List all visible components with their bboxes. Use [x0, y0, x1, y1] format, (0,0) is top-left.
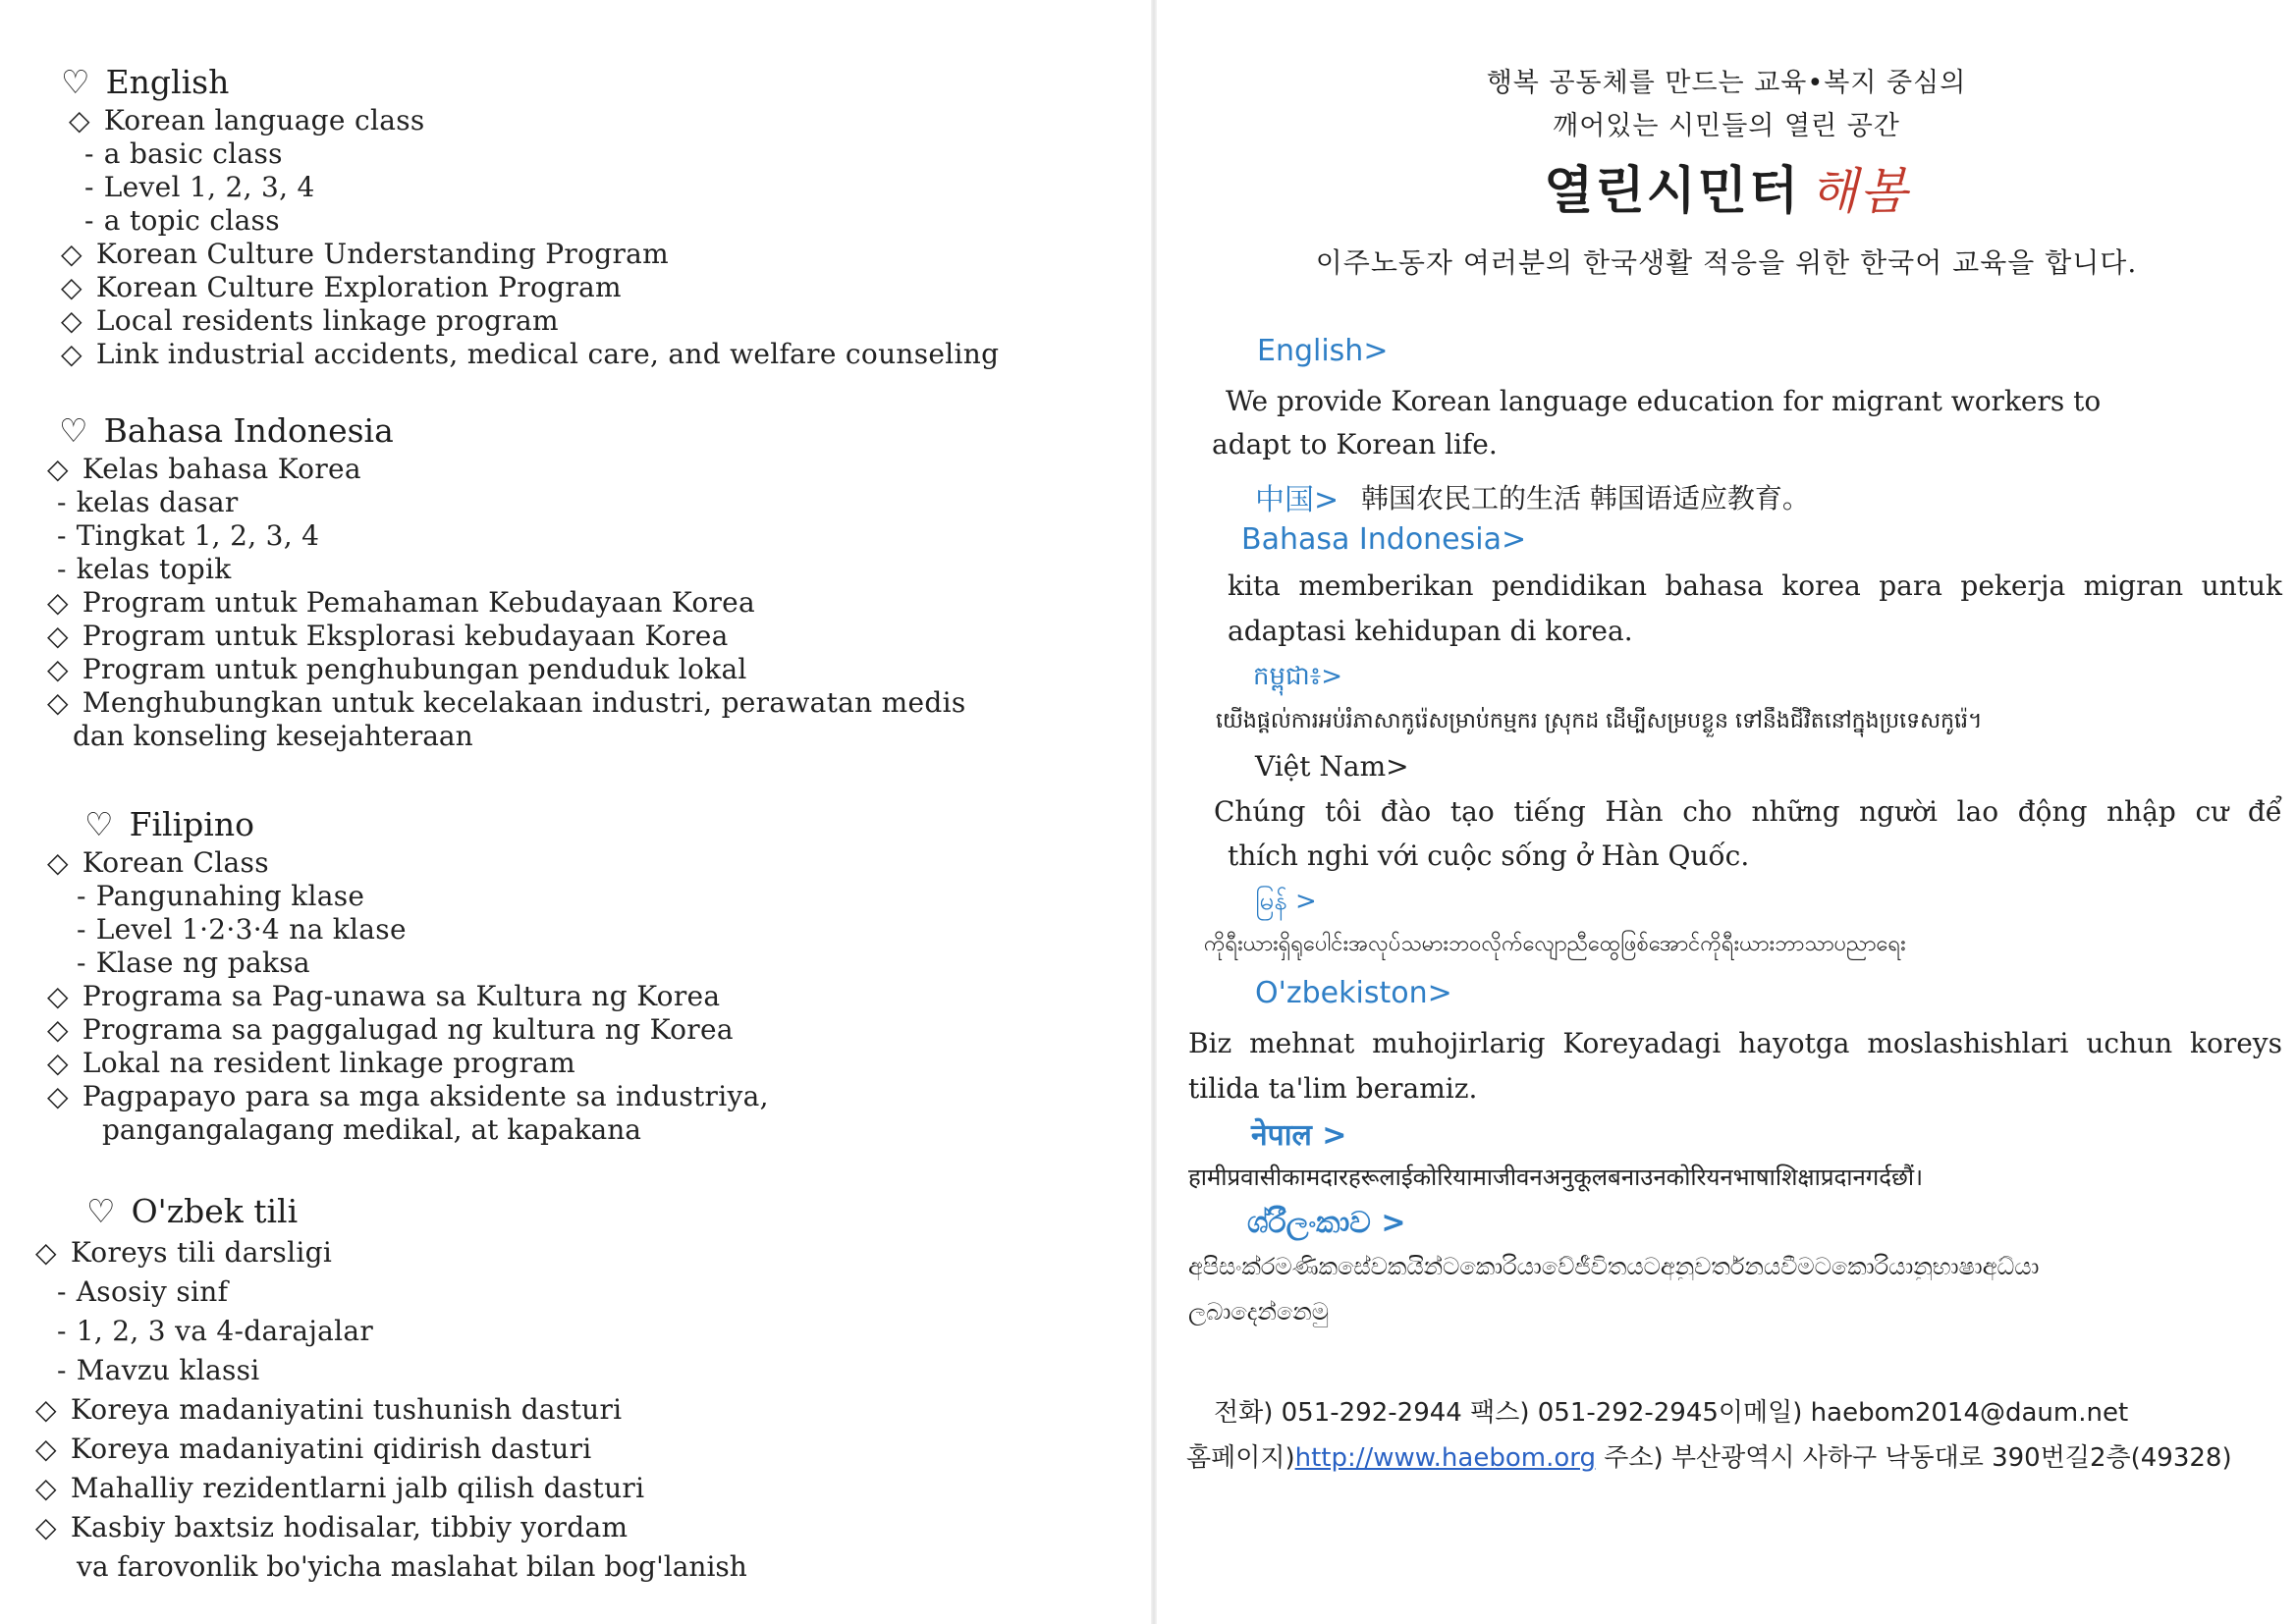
vietnamese-text-line-1: Chúng tôi đào tạo tiếng Hàn cho những người lao động nhập cư để: [1214, 795, 2282, 828]
sub-list-item: - 1, 2, 3 va 4-darajalar: [57, 1312, 747, 1351]
list-item: ◇ Program untuk Eksplorasi kebudayaan Korea: [47, 620, 729, 652]
heart-icon: ♡: [86, 1192, 116, 1230]
section-heading: ♡ Bahasa Indonesia: [59, 409, 966, 453]
diamond-bullet-icon: ◇: [47, 653, 69, 685]
section-english: [61, 61, 999, 371]
tagline: 이주노동자 여러분의 한국생활 적응을 위한 한국어 교육을 합니다.: [1315, 246, 2138, 279]
section-filipino: [47, 803, 769, 1147]
list-item: ◇ Korean Culture Exploration Program: [61, 271, 622, 303]
contact-line: 전화) 051-292-2944 팩스) 051-292-2945이메일) haebom2014@daum.net: [1214, 1398, 2129, 1428]
heart-icon: ♡: [61, 63, 90, 101]
language-label-uzbek: O'zbekiston>: [1255, 976, 1452, 1010]
dash-bullet: -: [57, 1275, 67, 1308]
sub-list-item: - Pangunahing klase: [77, 880, 365, 912]
sub-list-item: - Tingkat 1, 2, 3, 4: [57, 519, 320, 552]
indonesian-text-line-1: kita memberikan pendidikan bahasa korea para pekerja migran untuk: [1228, 569, 2282, 602]
list-item: ◇ Mahalliy rezidentlarni jalb qilish dasturi: [35, 1469, 747, 1508]
language-label-sinhala: ශ්රීලංකාව >: [1247, 1206, 1406, 1240]
list-item: ◇ Programa sa paggalugad ng kultura ng Korea: [47, 1013, 734, 1046]
section-heading: ♡ O'zbek tili: [86, 1190, 747, 1233]
diamond-bullet-icon: ◇: [35, 1472, 57, 1504]
chinese-text: 韩国农民工的生活 韩国语适应教育。: [1361, 482, 1810, 514]
dash-bullet: -: [77, 947, 86, 979]
list-item: ◇ Korean language class: [69, 104, 425, 136]
english-text-line-2: adapt to Korean life.: [1212, 428, 1498, 460]
diamond-bullet-icon: ◇: [35, 1433, 57, 1465]
section-heading: ♡ English: [61, 61, 999, 104]
list-item-continuation: dan konseling kesejahteraan: [73, 720, 473, 752]
dash-bullet: -: [57, 1315, 67, 1347]
diamond-bullet-icon: ◇: [47, 620, 69, 652]
dash-bullet: -: [57, 553, 67, 585]
sub-list-item: - kelas topik: [57, 553, 232, 585]
sub-list-item: - Level 1·2·3·4 na klase: [77, 913, 407, 946]
diamond-bullet-icon: ◇: [35, 1511, 57, 1543]
nepali-text: हामीप्रवासीकामदारहरूलाईकोरियामाजीवनअनुकूलबनाउनकोरियनभाषाशिक्षाप्रदानगर्दछौं।: [1188, 1164, 1924, 1191]
heart-icon: ♡: [59, 411, 88, 450]
list-item: ◇ Koreya madaniyatini qidirish dasturi: [35, 1430, 747, 1469]
list-item-continuation: va farovonlik bo'yicha maslahat bilan bog'lanish: [77, 1550, 747, 1583]
myanmar-text: ကိုရီးယားရှိရုပေါင်းအလုပ်သမားဘဝလိုက်လျောညီထွေဖြစ်အောင်ကိုရီးယားဘာသာပညာရေး: [1204, 932, 1906, 956]
sinhala-text-line-2: ලබාදෙන්නෙමු: [1188, 1298, 1329, 1326]
language-label-chinese: 中国>: [1255, 483, 1339, 517]
sub-list-item: - Mavzu klassi: [57, 1351, 747, 1390]
list-item: ◇ Kasbiy baxtsiz hodisalar, tibbiy yordam: [35, 1508, 747, 1547]
sub-list-item: - kelas dasar: [57, 486, 239, 518]
dash-bullet: -: [57, 486, 67, 518]
list-item: ◇ Program untuk Pemahaman Kebudayaan Korea: [47, 586, 756, 619]
diamond-bullet-icon: ◇: [47, 1047, 69, 1079]
dash-bullet: -: [84, 171, 94, 203]
dash-bullet: -: [57, 519, 67, 552]
dash-bullet: -: [77, 913, 86, 946]
list-item: ◇ Lokal na resident linkage program: [47, 1047, 576, 1079]
section-heading: ♡ Filipino: [84, 803, 769, 846]
list-item: ◇ Kelas bahasa Korea: [47, 453, 361, 485]
dash-bullet: -: [84, 204, 94, 237]
list-item: ◇ Koreys tili darsligi: [35, 1233, 747, 1272]
language-label-nepali: नेपाल >: [1251, 1118, 1347, 1153]
vietnamese-text-line-2: thích nghi với cuộc sống ở Hàn Quốc.: [1228, 839, 1750, 872]
diamond-bullet-icon: ◇: [35, 1393, 57, 1426]
dash-bullet: -: [84, 137, 94, 170]
sub-list-item: - a topic class: [84, 204, 280, 237]
indonesian-text-line-2: adaptasi kehidupan di korea.: [1228, 615, 1633, 647]
sub-list-item: - Klase ng paksa: [77, 947, 310, 979]
list-item-continuation: pangangalagang medikal, at kapakana: [102, 1113, 641, 1146]
section-uzbek: [35, 1190, 747, 1587]
dash-bullet: -: [57, 1354, 67, 1386]
uzbek-text-line-1: Biz mehnat muhojirlarig Koreyadagi hayotga moslashishlari uchun koreys: [1188, 1027, 2282, 1059]
homepage-label: 홈페이지): [1186, 1443, 1295, 1473]
list-item: ◇ Korean Class: [47, 846, 269, 879]
list-item: ◇ Programa sa Pag-unawa sa Kultura ng Korea: [47, 980, 721, 1012]
sub-list-item: - Asosiy sinf: [57, 1272, 747, 1312]
sub-list-item: - a basic class: [84, 137, 283, 170]
language-label-khmer: កម្ពុជា៖>: [1253, 662, 1342, 691]
english-text-line-1: We provide Korean language education for migrant workers to: [1226, 385, 2102, 417]
list-item: ◇ Link industrial accidents, medical care, and welfare counseling: [61, 338, 1000, 370]
list-item: ◇ Local residents linkage program: [61, 304, 559, 337]
diamond-bullet-icon: ◇: [47, 1080, 69, 1112]
brand-name: 열린시민터: [1544, 162, 1801, 221]
sub-list-item: - Level 1, 2, 3, 4: [84, 171, 315, 203]
uzbek-text-line-2: tilida ta'lim beramiz.: [1188, 1072, 1478, 1105]
brand-title: [1157, 149, 2296, 223]
right-panel: [1157, 0, 2296, 1624]
diamond-bullet-icon: ◇: [47, 980, 69, 1012]
khmer-text: យើងផ្តល់ការអប់រំភាសាកូរ៉េសម្រាប់កម្មករ ស្រុកដ ដើម្បីសម្របខ្លួន ទៅនឹងជីវិតនៅក្នុងប្រទេសកូរ៉េ។: [1216, 709, 1983, 733]
list-item: ◇ Pagpapayo para sa mga aksidente sa industriya,: [47, 1080, 769, 1112]
diamond-bullet-icon: ◇: [47, 846, 69, 879]
diamond-bullet-icon: ◇: [47, 1013, 69, 1046]
diamond-bullet-icon: ◇: [47, 686, 69, 719]
diamond-bullet-icon: ◇: [47, 453, 69, 485]
list-item: ◇ Program untuk penghubungan penduduk lokal: [47, 653, 747, 685]
diamond-bullet-icon: ◇: [61, 338, 82, 370]
language-label-english: English>: [1257, 334, 1389, 368]
list-item: ◇ Koreya madaniyatini tushunish dasturi: [35, 1390, 747, 1430]
diamond-bullet-icon: ◇: [61, 304, 82, 337]
diamond-bullet-icon: ◇: [61, 238, 82, 270]
diamond-bullet-icon: ◇: [61, 271, 82, 303]
brand-script-logo: 해봄: [1810, 163, 1909, 220]
diamond-bullet-icon: ◇: [69, 104, 90, 136]
slogan-line-2: 깨어있는 시민들의 열린 공간: [1553, 111, 1900, 141]
address-line: [1186, 1437, 2232, 1474]
homepage-link[interactable]: http://www.haebom.org: [1294, 1443, 1596, 1473]
list-item: ◇ Menghubungkan untuk kecelakaan industri, perawatan medis: [47, 686, 966, 719]
address-text: 주소) 부산광역시 사하구 낙동대로 390번길2층(49328): [1596, 1443, 2232, 1473]
language-label-myanmar: မြန် >: [1255, 887, 1317, 916]
language-label-vietnamese: Việt Nam>: [1255, 750, 1409, 783]
dash-bullet: -: [77, 880, 86, 912]
language-label-indonesian: Bahasa Indonesia>: [1241, 522, 1527, 557]
slogan-line-1: 행복 공동체를 만드는 교육•복지 중심의: [1486, 68, 1967, 98]
diamond-bullet-icon: ◇: [35, 1236, 57, 1269]
list-item: ◇ Korean Culture Understanding Program: [61, 238, 670, 270]
diamond-bullet-icon: ◇: [47, 586, 69, 619]
heart-icon: ♡: [84, 805, 114, 843]
section-indonesian: [47, 409, 966, 753]
sinhala-text-line-1: අපිසංක්රමණිකසේවකයින්ටකොරියාවේජීවිතයටඅනුවර්තනයවීමටකොරියානුභාෂාඅධ්යා: [1188, 1253, 2040, 1280]
